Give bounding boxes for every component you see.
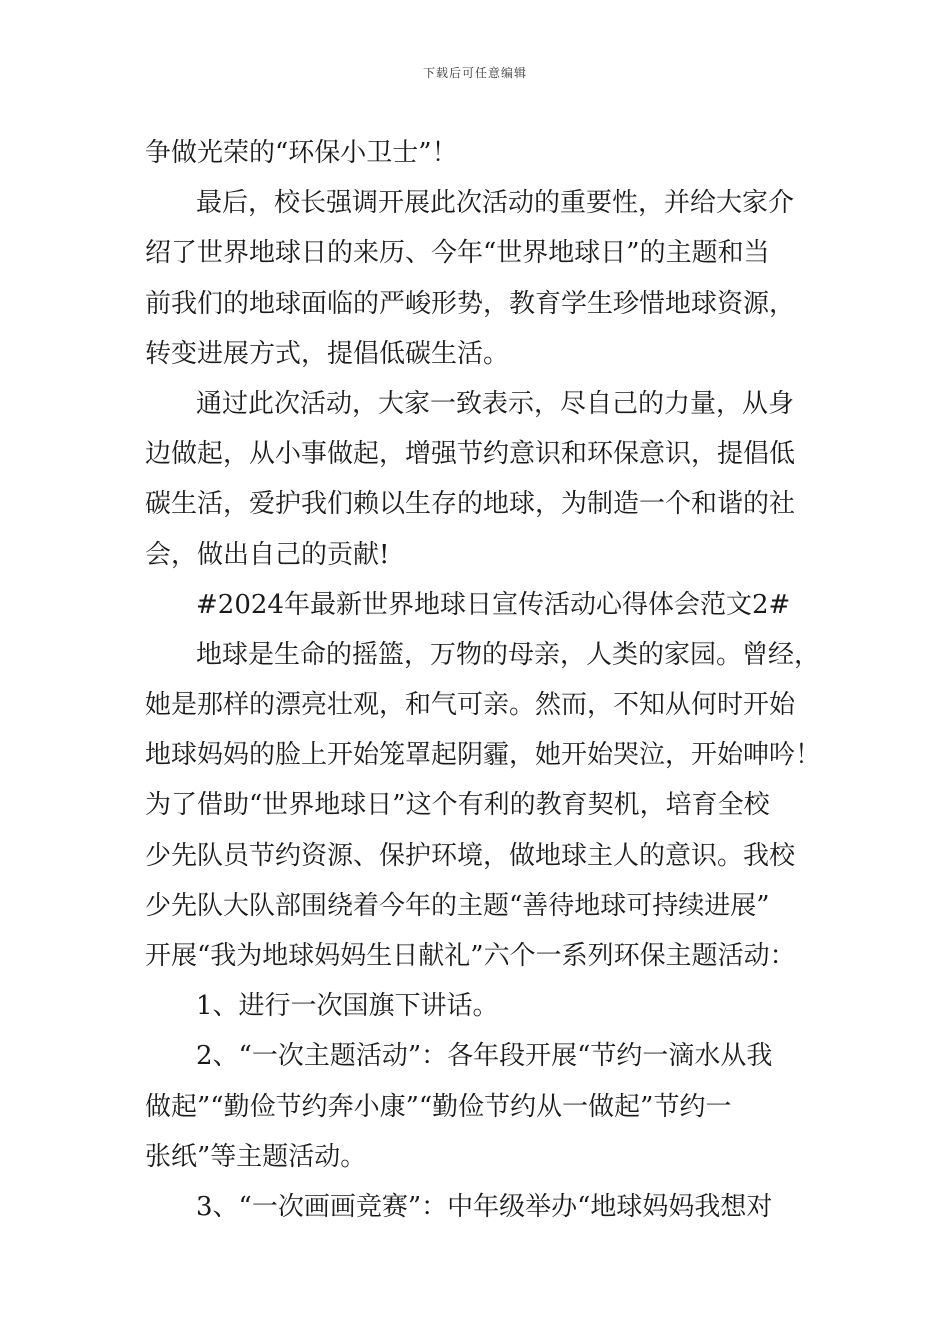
text-line: 碳生活，爱护我们赖以生存的地球，为制造一个和谐的社 <box>145 489 796 520</box>
text-line: 边做起，从小事做起，增强节约意识和环保意识，提倡低 <box>145 439 796 470</box>
text-line: 会，做出自己的贡献! <box>145 539 390 570</box>
document-body <box>145 128 825 1232</box>
text-line: 通过此次活动，大家一致表示，尽自己的力量，从身 <box>196 388 795 419</box>
list-item: 2、“一次主题活动”：各年段开展“节约一滴水从我 <box>196 1041 773 1072</box>
text-line: 她是那样的漂亮壮观，和气可亲。然而，不知从何时开始 <box>145 690 796 721</box>
text-line: 争做光荣的“环保小卫士”！ <box>145 138 458 168</box>
text-line: 前我们的地球面临的严峻形势，教育学生珍惜地球资源， <box>145 288 796 319</box>
text-line: 张纸”等主题活动。 <box>145 1141 367 1172</box>
text-line: 转变进展方式，提倡低碳生活。 <box>145 338 510 369</box>
list-item: 3、“一次画画竞赛”：中年级举办“地球妈妈我想对 <box>196 1191 773 1222</box>
page-header: 下载后可任意编辑 <box>422 66 527 80</box>
text-line: 少先队大队部围绕着今年的主题“善待地球可持续进展” <box>145 890 770 921</box>
text-line: 开展“我为地球妈妈生日献礼”六个一系列环保主题活动： <box>145 941 796 971</box>
text-line: 为了借助“世界地球日”这个有利的教育契机，培育全校 <box>145 790 770 821</box>
text-line: 最后，校长强调开展此次活动的重要性，并给大家介 <box>196 188 795 219</box>
list-item: 1、进行一次国旗下讲话。 <box>196 991 499 1022</box>
section-heading: #2024年最新世界地球日宣传活动心得体会范文2# <box>196 589 791 620</box>
text-line: 绍了世界地球日的来历、今年“世界地球日”的主题和当 <box>145 238 770 269</box>
text-line: 做起”“勤俭节约奔小康”“勤俭节约从一做起”节约一 <box>145 1091 732 1122</box>
text-line: 地球妈妈的脸上开始笼罩起阴霾，她开始哭泣，开始呻吟！ <box>145 740 822 771</box>
text-line: 少先队员节约资源、保护环境，做地球主人的意识。我校 <box>145 840 796 871</box>
text-line: 地球是生命的摇篮，万物的母亲，人类的家园。曾经， <box>196 639 821 670</box>
